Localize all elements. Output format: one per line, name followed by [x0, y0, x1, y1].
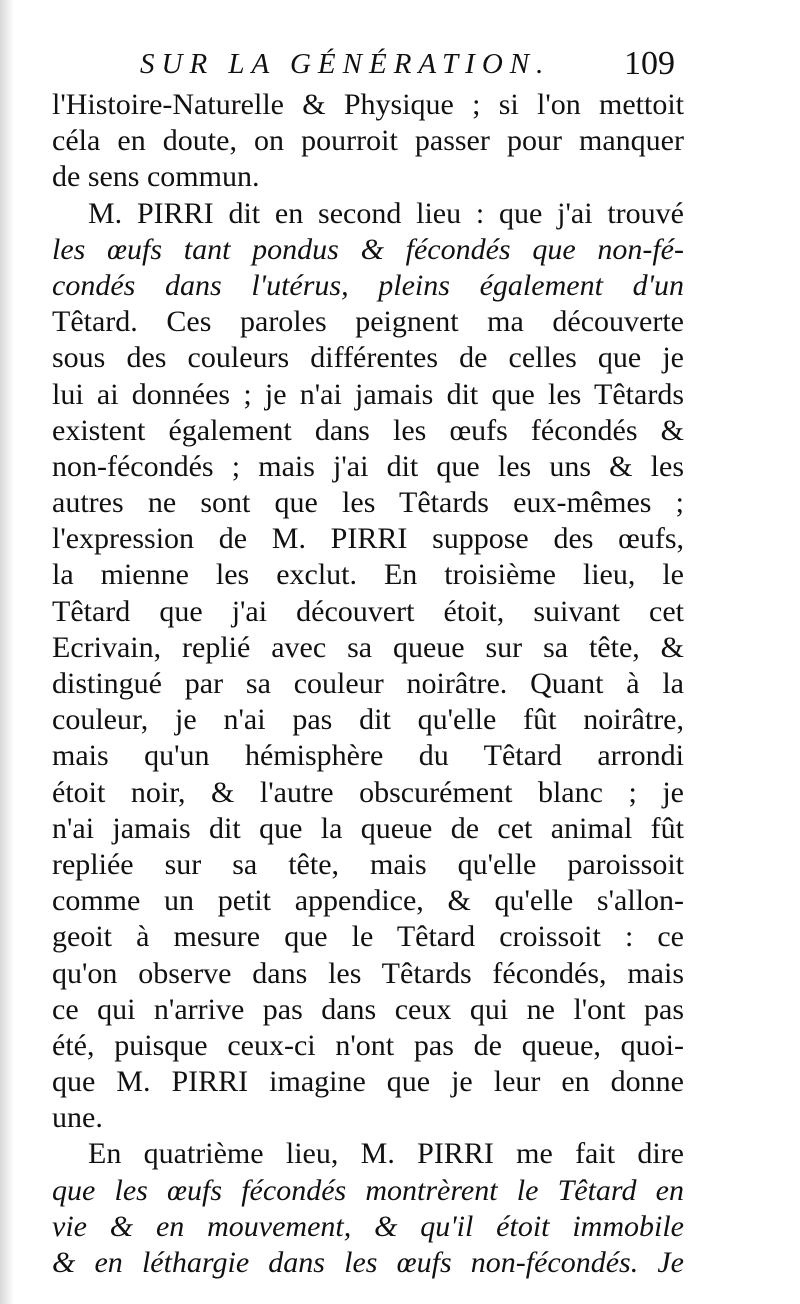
text-line: qu'on observe dans les Têtards fécondés, mais	[52, 956, 684, 990]
text-line: existent également dans les œufs fécondés &	[52, 413, 684, 447]
body-text	[52, 87, 684, 1281]
text-line: M. PIRRI dit en second lieu : que j'ai trouvé	[88, 196, 684, 230]
text-line: l'expression de M. PIRRI suppose des œufs,	[52, 522, 684, 556]
text-line: sous des couleurs différentes de celles que je	[52, 341, 684, 375]
text-line: l'Histoire-Naturelle & Physique ; si l'on mettoit	[52, 88, 684, 121]
text-line: Têtard que j'ai découvert étoit, suivant cet	[52, 594, 684, 628]
text-line: distingué par sa couleur noirâtre. Quant à la	[52, 667, 684, 700]
text-line: repliée sur sa tête, mais qu'elle paroissoit	[52, 847, 684, 881]
text-line: n'ai jamais dit que la queue de cet animal fût	[52, 811, 684, 845]
text-line: couleur, je n'ai pas dit qu'elle fût noirâtre,	[52, 703, 684, 737]
text-line: Têtard. Ces paroles peignent ma découverte	[52, 305, 684, 339]
text-line: été, puisque ceux-ci n'ont pas de queue, quoi-	[52, 1028, 684, 1062]
text-line: la mienne les exclut. En troisième lieu, le	[52, 558, 684, 592]
text-line: de sens commun.	[52, 160, 260, 194]
text-line: autres ne sont que les Têtards eux-mêmes ;	[52, 486, 684, 520]
page-edge-shadow	[0, 0, 14, 1304]
text-line: En quatrième lieu, M. PIRRI me fait dire	[88, 1137, 684, 1171]
text-line: non-fécondés ; mais j'ai dit que les uns & les	[52, 449, 684, 483]
text-line: que les œufs fécondés montrèrent le Têtard en	[52, 1173, 684, 1207]
text-line: que M. PIRRI imagine que je leur en donne	[52, 1065, 684, 1099]
text-line: Ecrivain, replié avec sa queue sur sa tête, &	[52, 630, 684, 664]
text-line: vie & en mouvement, & qu'il étoit immobile	[52, 1209, 684, 1243]
text-line: ce qui n'arrive pas dans ceux qui ne l'ont pas	[52, 992, 684, 1026]
text-line: & en léthargie dans les œufs non-fécondés. Je	[52, 1246, 684, 1279]
text-line: comme un petit appendice, & qu'elle s'allon-	[52, 884, 684, 918]
text-line: étoit noir, & l'autre obscurément blanc ; je	[52, 775, 684, 809]
page-number: 109	[624, 45, 675, 82]
text-line: mais qu'un hémisphère du Têtard arrondi	[52, 739, 684, 773]
text-line: lui ai données ; je n'ai jamais dit que les Têtards	[52, 377, 684, 411]
text-line: condés dans l'utérus, pleins également d'un	[52, 268, 684, 302]
running-head-title: SUR LA GÉNÉRATION.	[140, 48, 551, 80]
text-line: geoit à mesure que le Têtard croissoit : ce	[52, 920, 684, 954]
text-line: une.	[52, 1101, 103, 1135]
text-line: les œufs tant pondus & fécondés que non-fé-	[52, 232, 684, 266]
text-line: céla en doute, on pourroit passer pour manquer	[52, 124, 684, 158]
